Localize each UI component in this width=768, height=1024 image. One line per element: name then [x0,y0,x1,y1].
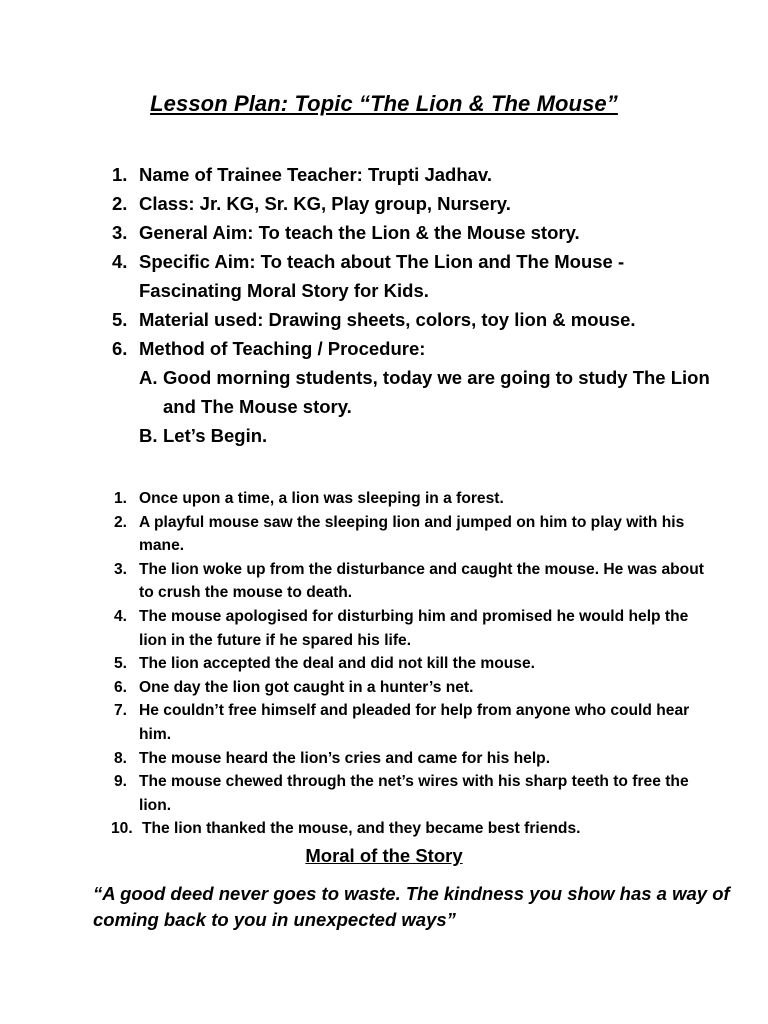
item-text: Let’s Begin. [163,425,268,446]
story-step [114,747,704,771]
step-text: The lion woke up from the disturbance and caught the mouse. He was about to crush the mouse to death. [139,560,704,602]
item-number: 4. [112,251,128,272]
story-step [114,511,704,558]
lesson-details-list [112,160,712,450]
step-text: The lion accepted the deal and did not kill the mouse. [139,655,535,673]
item-text: Good morning students, today we are going to study The Lion and The Mouse story. [163,367,710,417]
item-text: Name of Trainee Teacher: Trupti Jadhav. [139,164,492,185]
story-step [114,770,704,817]
list-item [112,247,712,305]
step-text: One day the lion got caught in a hunter’s net. [139,678,474,696]
item-text: Material used: Drawing sheets, colors, toy lion & mouse. [139,309,636,330]
step-text: The mouse apologised for disturbing him and promised he would help the lion in the future if he spared his life. [139,607,689,649]
step-number: 4. [114,607,128,625]
item-letter: B. [139,425,158,446]
story-step [114,558,704,605]
step-text: The mouse chewed through the net’s wires with his sharp teeth to free the lion. [139,773,689,814]
step-number: 10. [111,820,133,838]
step-number: 8. [114,749,128,767]
item-number: 1. [112,164,128,185]
item-number: 2. [112,193,128,214]
step-number: 5. [114,655,128,673]
story-step [111,817,704,841]
item-number: 3. [112,222,128,243]
step-number: 9. [114,773,128,791]
item-text: Class: Jr. KG, Sr. KG, Play group, Nursery. [139,193,511,214]
item-text: General Aim: To teach the Lion & the Mouse story. [139,222,580,243]
list-item [112,218,712,247]
procedure-item [139,363,712,421]
story-steps-list [111,487,704,841]
page-title: Lesson Plan: Topic “The Lion & The Mouse” [150,91,618,116]
step-text: The mouse heard the lion’s cries and came for his help. [139,749,551,767]
item-number: 6. [112,338,128,359]
step-number: 3. [114,560,128,578]
step-text: Once upon a time, a lion was sleeping in a forest. [139,490,504,507]
procedure-list [139,363,712,450]
moral-quote: “A good deed never goes to waste. The kindness you show has a way of coming back to you in unexpected ways” [93,883,730,930]
story-step [114,676,704,700]
moral-heading: Moral of the Story [305,845,463,866]
list-item [112,189,712,218]
item-number: 5. [112,309,128,330]
step-text: The lion thanked the mouse, and they became best friends. [142,820,581,838]
list-item [112,334,712,450]
item-letter: A. [139,367,158,388]
item-text: Specific Aim: To teach about The Lion and The Mouse - Fascinating Moral Story for Kids. [139,251,625,301]
step-text: He couldn’t free himself and pleaded for help from anyone who could hear him. [139,702,690,743]
story-step [114,699,704,746]
list-item [112,305,712,334]
step-text: A playful mouse saw the sleeping lion and jumped on him to play with his mane. [139,513,685,555]
story-step [114,487,704,511]
step-number: 2. [114,513,128,531]
step-number: 6. [114,678,128,696]
list-item [112,160,712,189]
story-step [114,652,704,676]
story-step [114,605,704,652]
step-number: 7. [114,702,128,720]
item-text: Method of Teaching / Procedure: [139,338,426,359]
procedure-item [139,421,712,450]
step-number: 1. [114,490,128,507]
